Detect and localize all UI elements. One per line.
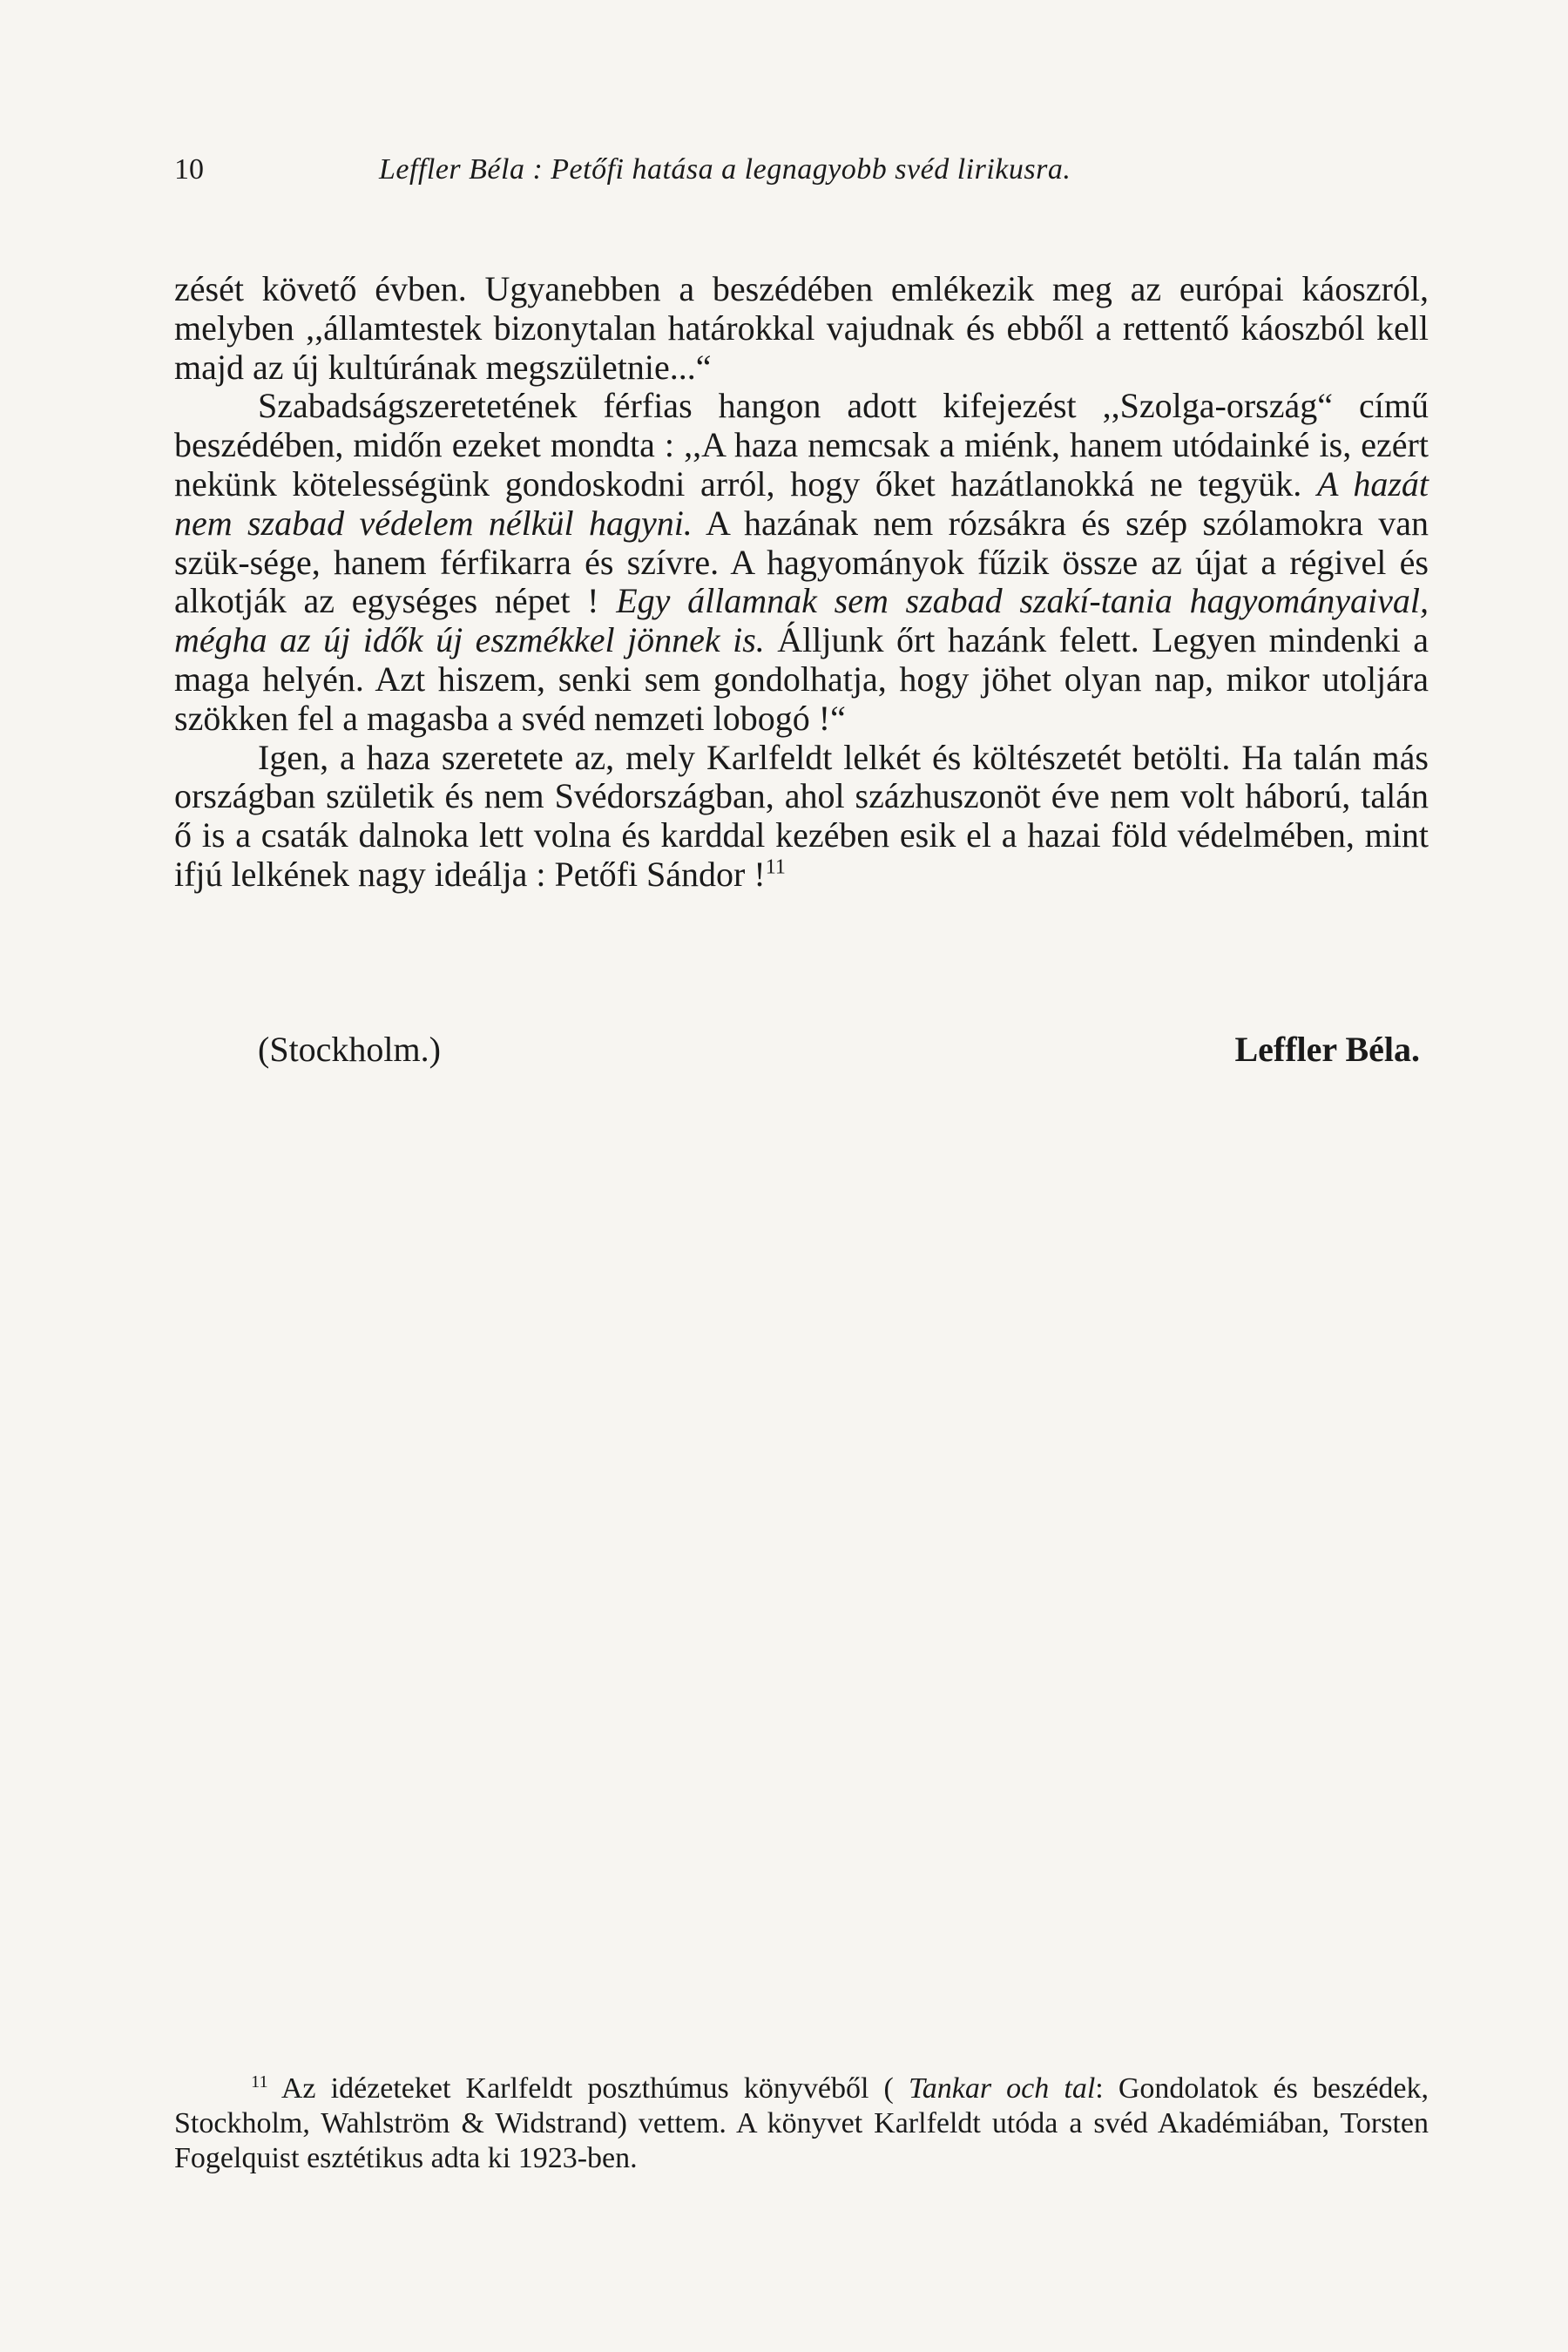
footnote-book-title: Tankar och tal [908,2072,1096,2105]
footnote-number: 11 [251,2072,268,2092]
paragraph-2-text-e: Álljunk őrt hazánk felett. Legyen mindenki a maga helyén. Azt hiszem, senki sem gondolhatja, hogy jöhet olyan nap, mikor utoljára szökken fel a magasba a svéd nemzeti lobogó !“ [174,620,1429,738]
signature-place: (Stockholm.) [258,1030,441,1069]
footnote-reference[interactable]: 11 [765,855,786,879]
signature-author: Leffler Béla. [1234,1030,1420,1069]
footnote-text-c: : Gondolatok és beszédek, Stockholm, Wahlström & Widstrand) vettem. A könyvet Karlfeldt utóda a svéd Akadémiában, Torsten Fogelquist esztétikus adta ki 1923-ben. [174,2072,1429,2174]
body-text [174,270,1429,895]
paragraph-2-emphasis-a: A hazát nem szabad védelem nélkül hagyni. [174,463,1429,543]
signature-line [258,1024,1429,1076]
paragraph-3 [174,739,1429,895]
paragraph-3-text: Igen, a haza szeretete az, mely Karlfeldt lelkét és költészetét betölti. Ha talán más országban születik és nem Svédországban, ahol százhuszonöt éve nem volt háború, talán ő is a csaták dalnoka lett volna és karddal kezében esik el a hazai föld védelmében, mint ifjú lelkének nagy ideálja : Petőfi Sándor ! [174,737,1429,894]
footnote [174,2072,1429,2176]
paragraph-1 [174,270,1429,387]
paragraph-2 [174,387,1429,738]
running-head [174,148,1437,192]
page-number: 10 [174,153,204,186]
footnote-text-a: Az idézeteket Karlfeldt poszthúmus könyvéből ( [267,2072,909,2105]
paragraph-1-text: zését követő évben. Ugyanebben a beszédében emlékezik meg az európai káoszról, melyben ,,államtestek bizonytalan határokkal vajudnak és ebből a rettentő káoszból kell majd az új kultúrának megszületnie...“ [174,269,1429,387]
paragraph-2-text-a: Szabadságszeretetének férfias hangon adott kifejezést ,,Szolga-ország“ című beszédében, midőn ezeket mondta : ,,A haza nemcsak a miénk, hanem utódainké is, ezért nekünk kötelességünk gondoskodni arról, hogy őket hazátlanokká ne tegyük. [174,386,1429,504]
paragraph-2-emphasis-b: Egy államnak sem szabad szakí-tania hagyományaival, mégha az új idők új eszmékkel jönnek is. [174,581,1429,660]
paragraph-2-text-c: A hazának nem rózsákra és szép szólamokra van szük-sége, hanem férfikarra és szívre. A hagyományok fűzik össze az újat a régivel és alkotják az egységes népet ! [174,503,1429,621]
running-title: Leffler Béla : Petőfi hatása a legnagyobb svéd lirikusra. [379,153,1071,186]
